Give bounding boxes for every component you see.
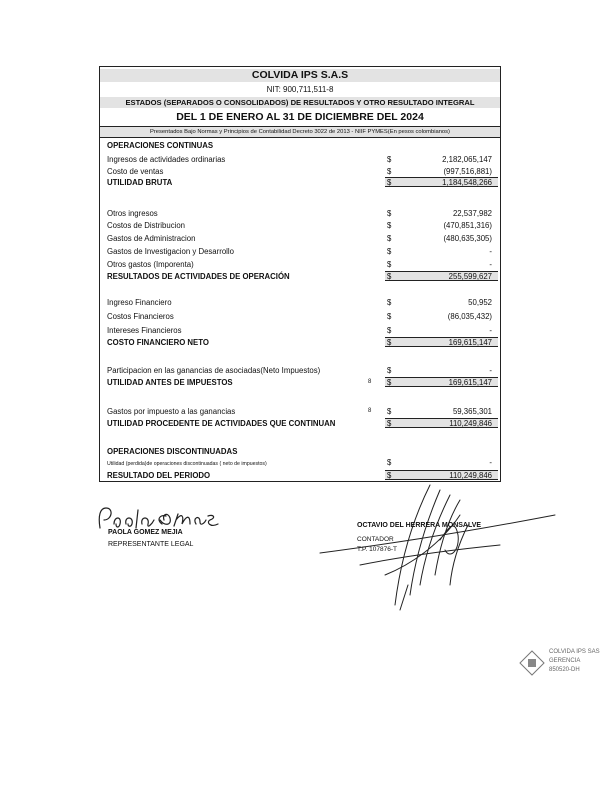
line-label: UTILIDAD ANTES DE IMPUESTOS [107,378,233,387]
line-amount: 110,249,846 [449,419,492,428]
accountant-title: CONTADOR [357,536,394,543]
company-nit: NIT: 900,711,511-8 [266,85,334,94]
line-label: COSTO FINANCIERO NETO [107,338,209,347]
statement-frame [99,66,501,482]
section-heading: OPERACIONES DISCONTINUADAS [107,447,238,456]
currency-symbol: $ [387,247,392,256]
line-label: RESULTADOS DE ACTIVIDADES DE OPERACIÓN [107,272,290,281]
section-heading: OPERACIONES CONTINUAS [107,141,214,150]
line-label: Otros gastos (Imporenta) [107,260,194,269]
currency-symbol: $ [387,234,392,243]
line-amount: 169,615,147 [448,338,492,347]
line-amount: 1,184,548,266 [442,178,492,187]
legal-representative-name: PAOLA GOMEZ MEJIA [108,529,183,536]
currency-symbol: $ [387,155,392,164]
line-amount: 59,365,301 [452,407,492,416]
accountant-name: OCTAVIO DEL HERRERA MONSALVE [357,522,482,529]
line-label: Intereses Financieros [107,326,182,335]
legal-representative-title: REPRESENTANTE LEGAL [108,541,194,548]
currency-symbol: $ [387,272,392,281]
line-label: UTILIDAD BRUTA [107,178,173,187]
currency-symbol: $ [387,366,392,375]
accounting-basis: Presentados Bajo Normas y Principios de Contabilidad Decreto 3022 de 2013 - NIIF PYMES(En pesos colombianos) [100,127,500,137]
line-amount: (997,516,881) [443,167,492,176]
note-ref: 8 [368,408,372,414]
currency-symbol: $ [387,221,392,230]
line-label: Otros ingresos [107,209,158,218]
currency-symbol: $ [387,260,392,269]
line-label: Costos Financieros [107,312,174,321]
line-amount: (480,635,305) [443,234,492,243]
line-amount: (470,851,316) [443,221,492,230]
line-label: Costos de Distribucion [107,221,186,230]
currency-symbol: $ [387,419,392,428]
line-label: Ingresos de actividades ordinarias [107,155,226,164]
note-ref: 8 [368,379,372,385]
currency-symbol: $ [387,312,392,321]
currency-symbol: $ [387,326,392,335]
line-amount: 255,599,627 [448,272,492,281]
line-label: Gastos por impuesto a las ganancias [107,407,236,416]
line-amount: 169,615,147 [448,378,492,387]
line-label: RESULTADO DEL PERIODO [107,471,211,480]
currency-symbol: $ [387,471,392,480]
line-amount: 22,537,982 [452,209,492,218]
statement-period: DEL 1 DE ENERO AL 31 DE DICIEMBRE DEL 2024 [176,111,424,123]
header-divider [100,137,500,138]
statement-title: ESTADOS (SEPARADOS O CONSOLIDADOS) DE RESULTADOS Y OTRO RESULTADO INTEGRAL [100,97,500,108]
company-name: COLVIDA IPS S.A.S [100,69,500,82]
line-label: Utilidad (perdida)de operaciones discontinuadas ( neto de impuestos) [107,461,267,467]
currency-symbol: $ [387,407,392,416]
line-amount: - [489,326,492,335]
stamp-company: COLVIDA IPS SAS [549,649,600,655]
stamp-logo-icon [519,650,545,676]
line-amount: - [489,458,492,467]
currency-symbol: $ [387,209,392,218]
currency-symbol: $ [387,178,392,187]
currency-symbol: $ [387,338,392,347]
currency-symbol: $ [387,298,392,307]
line-label: Gastos de Investigacion y Desarrollo [107,247,234,256]
line-label: Gastos de Administracion [107,234,196,243]
currency-symbol: $ [387,167,392,176]
line-amount: (86,035,432) [447,312,492,321]
stamp-department: GERENCIA [549,658,581,664]
line-amount: 110,249,846 [449,471,492,480]
stamp-code: 850520-DH [549,667,580,673]
line-label: UTILIDAD PROCEDENTE DE ACTIVIDADES QUE CONTINUAN [107,419,336,428]
line-label: Costo de ventas [107,167,164,176]
line-amount: 2,182,065,147 [442,155,492,164]
line-amount: - [489,247,492,256]
line-label: Ingreso Financiero [107,298,172,307]
currency-symbol: $ [387,378,392,387]
line-label: Participacion en las ganancias de asociadas(Neto Impuestos) [107,366,321,375]
line-amount: - [489,260,492,269]
line-amount: 50,952 [468,298,492,307]
line-amount: - [489,366,492,375]
accountant-license: T.P. 107876-T [357,546,397,553]
currency-symbol: $ [387,458,392,467]
accountant-signature [300,465,560,615]
